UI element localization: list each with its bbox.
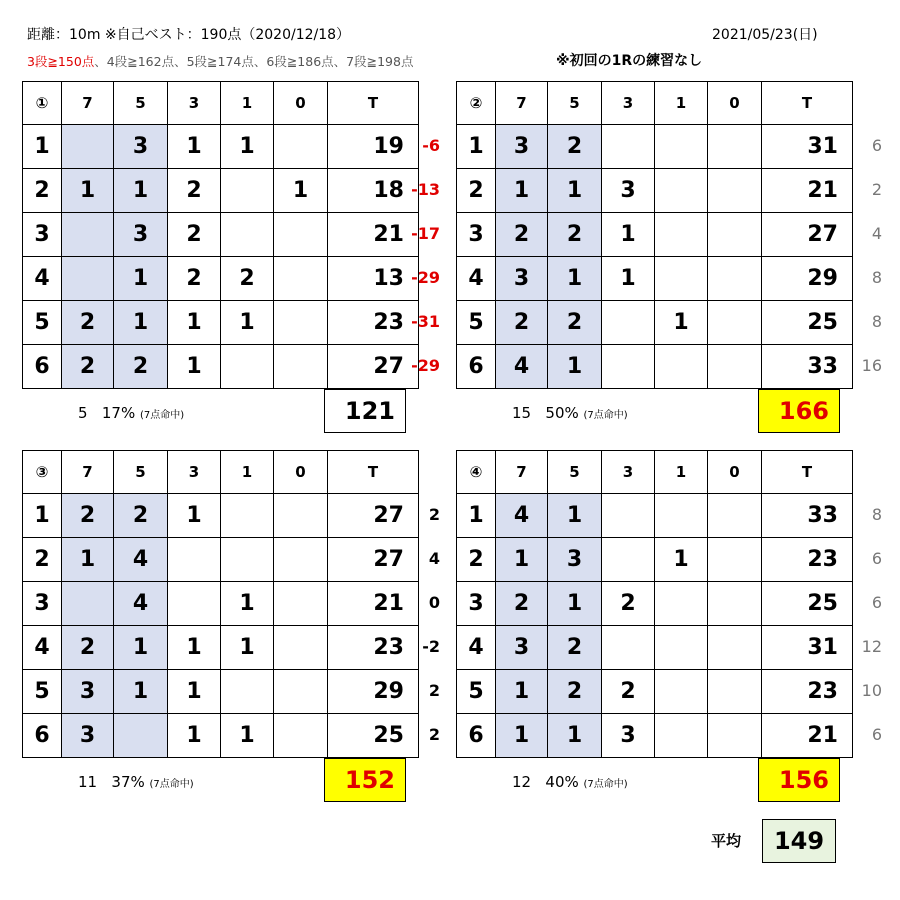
count-cell-3: 1	[168, 345, 221, 389]
count-cell-3: 1	[602, 257, 655, 301]
end-number: 4	[23, 257, 62, 301]
end-diff: -13	[411, 180, 440, 199]
end-diff: 4	[871, 224, 882, 243]
count-cell-0	[708, 582, 762, 626]
count-cell-5: 3	[114, 125, 168, 169]
count-cell-0	[274, 213, 328, 257]
end-number: 4	[457, 626, 496, 670]
end-row	[23, 494, 419, 538]
count-cell-1: 1	[655, 301, 708, 345]
count-cell-1	[655, 257, 708, 301]
column-header: 0	[708, 451, 762, 494]
end-diff: 2	[428, 681, 440, 700]
count-cell-5: 1	[114, 626, 168, 670]
end-number: 5	[23, 670, 62, 714]
end-diff: 0	[428, 593, 440, 612]
count-cell-3: 2	[168, 169, 221, 213]
count-cell-1	[221, 670, 274, 714]
count-cell-1	[655, 670, 708, 714]
count-cell-3	[602, 125, 655, 169]
count-cell-5: 1	[114, 257, 168, 301]
end-diff: 6	[871, 549, 882, 568]
column-header: 0	[274, 451, 328, 494]
count-cell-0: 1	[274, 169, 328, 213]
end-diff: 2	[871, 180, 882, 199]
end-total: 27	[328, 345, 419, 389]
hit-note: (7点命中)	[149, 779, 194, 790]
count-cell-1	[221, 494, 274, 538]
end-total: 23	[762, 670, 853, 714]
end-row	[23, 257, 419, 301]
column-header: 1	[221, 451, 274, 494]
hit-count: 5	[78, 404, 102, 422]
count-cell-7: 3	[496, 125, 548, 169]
end-total: 25	[762, 301, 853, 345]
count-cell-3: 3	[602, 714, 655, 758]
hit-percent: 50%	[545, 404, 584, 422]
count-cell-3: 3	[602, 169, 655, 213]
column-header: 5	[548, 451, 602, 494]
end-row	[23, 169, 419, 213]
count-cell-7: 2	[62, 301, 114, 345]
count-cell-7: 2	[496, 213, 548, 257]
count-cell-3	[602, 301, 655, 345]
count-cell-5: 1	[114, 670, 168, 714]
end-diff: -29	[411, 268, 440, 287]
round-summary	[512, 773, 628, 791]
count-cell-7: 3	[62, 670, 114, 714]
hit-percent: 40%	[545, 773, 584, 791]
end-diff: 6	[871, 136, 882, 155]
end-row	[457, 714, 853, 758]
hit-count: 11	[78, 773, 112, 791]
end-diff: -31	[411, 312, 440, 331]
count-cell-0	[274, 582, 328, 626]
count-cell-0	[274, 257, 328, 301]
end-diff: 6	[871, 593, 882, 612]
count-cell-7: 1	[496, 714, 548, 758]
end-row	[457, 257, 853, 301]
average-label: 平均	[711, 832, 742, 850]
count-cell-0	[708, 213, 762, 257]
end-row	[457, 345, 853, 389]
count-cell-3	[602, 494, 655, 538]
count-cell-3	[168, 582, 221, 626]
column-header: 7	[496, 451, 548, 494]
column-header: 5	[548, 82, 602, 125]
end-diff: 6	[871, 725, 882, 744]
count-cell-5: 1	[548, 257, 602, 301]
count-cell-1: 1	[221, 125, 274, 169]
end-total: 21	[328, 582, 419, 626]
end-diff: 2	[428, 505, 440, 524]
end-diff: -17	[411, 224, 440, 243]
count-cell-1: 1	[221, 626, 274, 670]
round-table-1	[22, 81, 419, 389]
count-cell-0	[274, 494, 328, 538]
hit-note: (7点命中)	[583, 410, 628, 421]
count-cell-5: 1	[548, 169, 602, 213]
round-table-2	[456, 81, 853, 389]
end-total: 31	[762, 125, 853, 169]
end-number: 1	[457, 125, 496, 169]
round-total: 121	[324, 389, 406, 433]
column-header: 1	[655, 451, 708, 494]
count-cell-0	[708, 670, 762, 714]
end-row	[23, 213, 419, 257]
column-header: 0	[708, 82, 762, 125]
end-diff: -29	[411, 356, 440, 375]
count-cell-7: 2	[62, 494, 114, 538]
count-cell-1: 1	[221, 714, 274, 758]
end-total: 27	[762, 213, 853, 257]
count-cell-0	[708, 494, 762, 538]
count-cell-5: 2	[548, 213, 602, 257]
end-total: 25	[762, 582, 853, 626]
column-header: 7	[62, 451, 114, 494]
count-cell-5: 2	[548, 670, 602, 714]
column-header: 0	[274, 82, 328, 125]
end-number: 2	[23, 169, 62, 213]
count-cell-0	[708, 257, 762, 301]
count-cell-5: 1	[114, 301, 168, 345]
end-total: 23	[328, 626, 419, 670]
count-cell-0	[708, 169, 762, 213]
count-cell-3	[602, 345, 655, 389]
end-row	[23, 582, 419, 626]
column-header: 5	[114, 451, 168, 494]
end-row	[23, 345, 419, 389]
end-diff: 2	[428, 725, 440, 744]
end-row	[23, 714, 419, 758]
count-cell-5: 4	[114, 582, 168, 626]
count-cell-7	[62, 257, 114, 301]
end-number: 1	[23, 125, 62, 169]
count-cell-3: 2	[602, 582, 655, 626]
end-total: 21	[762, 714, 853, 758]
end-total: 33	[762, 494, 853, 538]
column-header: 3	[168, 82, 221, 125]
end-total: 33	[762, 345, 853, 389]
column-header: T	[762, 82, 853, 125]
count-cell-5: 3	[548, 538, 602, 582]
end-number: 6	[23, 345, 62, 389]
column-header: 3	[168, 451, 221, 494]
count-cell-1	[655, 213, 708, 257]
count-cell-7: 2	[496, 582, 548, 626]
end-diff: 12	[861, 637, 882, 656]
count-cell-0	[274, 670, 328, 714]
column-header: T	[328, 82, 419, 125]
round-summary	[78, 404, 184, 422]
count-cell-5: 2	[114, 494, 168, 538]
end-row	[457, 125, 853, 169]
round-summary	[512, 404, 628, 422]
count-cell-1	[655, 626, 708, 670]
count-cell-7: 1	[62, 169, 114, 213]
column-header: 1	[655, 82, 708, 125]
count-cell-5: 1	[548, 582, 602, 626]
count-cell-1	[655, 169, 708, 213]
round-label: ④	[457, 451, 496, 494]
end-row	[457, 301, 853, 345]
end-row	[23, 626, 419, 670]
count-cell-1: 1	[221, 582, 274, 626]
end-number: 4	[457, 257, 496, 301]
count-cell-1	[221, 169, 274, 213]
count-cell-3	[602, 626, 655, 670]
count-cell-1	[221, 213, 274, 257]
end-number: 2	[457, 169, 496, 213]
end-number: 2	[23, 538, 62, 582]
count-cell-5: 1	[548, 345, 602, 389]
end-total: 18	[328, 169, 419, 213]
count-cell-1: 1	[655, 538, 708, 582]
end-row	[457, 169, 853, 213]
round-table-3	[22, 450, 419, 758]
count-cell-0	[274, 301, 328, 345]
end-diff: 8	[871, 505, 882, 524]
count-cell-5: 2	[548, 301, 602, 345]
count-cell-3: 2	[168, 213, 221, 257]
round-summary	[78, 773, 194, 791]
round-label: ①	[23, 82, 62, 125]
column-header: T	[762, 451, 853, 494]
count-cell-7: 2	[62, 345, 114, 389]
end-number: 5	[457, 670, 496, 714]
end-total: 21	[762, 169, 853, 213]
count-cell-0	[708, 301, 762, 345]
round-label: ②	[457, 82, 496, 125]
end-total: 27	[328, 538, 419, 582]
count-cell-7: 1	[496, 670, 548, 714]
rank-thresholds	[27, 52, 413, 70]
date-text: 2021/05/23(日)	[712, 27, 818, 43]
rank-threshold-rest: 、4段≧162点、5段≧174点、6段≧186点、7段≧198点	[94, 54, 414, 69]
end-total: 23	[762, 538, 853, 582]
end-number: 2	[457, 538, 496, 582]
column-header: 3	[602, 451, 655, 494]
end-total: 29	[762, 257, 853, 301]
count-cell-5: 2	[114, 345, 168, 389]
end-number: 3	[23, 582, 62, 626]
count-cell-0	[274, 714, 328, 758]
count-cell-1	[221, 538, 274, 582]
column-header: 3	[602, 82, 655, 125]
end-total: 25	[328, 714, 419, 758]
count-cell-7: 1	[496, 538, 548, 582]
end-total: 29	[328, 670, 419, 714]
end-diff: 8	[871, 268, 882, 287]
end-row	[457, 626, 853, 670]
count-cell-1	[655, 494, 708, 538]
round-total: 166	[758, 389, 840, 433]
end-row	[457, 582, 853, 626]
rank-threshold-red: 3段≧150点	[27, 54, 95, 69]
count-cell-7	[62, 582, 114, 626]
column-header: T	[328, 451, 419, 494]
end-diff: 8	[871, 312, 882, 331]
round-total: 156	[758, 758, 840, 802]
count-cell-1: 1	[221, 301, 274, 345]
average-value: 149	[762, 819, 836, 863]
end-diff: -2	[422, 637, 440, 656]
count-cell-1: 2	[221, 257, 274, 301]
hit-percent: 37%	[111, 773, 150, 791]
end-total: 19	[328, 125, 419, 169]
round-label: ③	[23, 451, 62, 494]
count-cell-3: 1	[168, 494, 221, 538]
hit-count: 12	[512, 773, 546, 791]
end-row	[23, 125, 419, 169]
count-cell-5: 3	[114, 213, 168, 257]
distance-best-text: 距離：10m ※自己ベスト：190点（2020/12/18）	[27, 27, 351, 43]
count-cell-3: 1	[602, 213, 655, 257]
count-cell-5: 2	[548, 626, 602, 670]
count-cell-7: 2	[496, 301, 548, 345]
count-cell-5: 1	[548, 714, 602, 758]
end-number: 5	[23, 301, 62, 345]
count-cell-5: 2	[548, 125, 602, 169]
column-header: 1	[221, 82, 274, 125]
hit-percent: 17%	[101, 404, 140, 422]
end-diff: 16	[861, 356, 882, 375]
count-cell-3: 2	[602, 670, 655, 714]
practice-note: ※初回の1Rの練習なし	[556, 53, 703, 69]
end-number: 6	[457, 714, 496, 758]
end-row	[457, 494, 853, 538]
count-cell-0	[274, 626, 328, 670]
count-cell-0	[708, 714, 762, 758]
count-cell-0	[274, 345, 328, 389]
column-header: 7	[496, 82, 548, 125]
count-cell-3	[602, 538, 655, 582]
count-cell-5: 1	[548, 494, 602, 538]
round-total: 152	[324, 758, 406, 802]
count-cell-3: 1	[168, 125, 221, 169]
end-number: 6	[457, 345, 496, 389]
count-cell-3	[168, 538, 221, 582]
end-number: 1	[23, 494, 62, 538]
count-cell-7: 4	[496, 494, 548, 538]
end-diff: -6	[422, 136, 440, 155]
count-cell-1	[655, 714, 708, 758]
end-diff: 4	[428, 549, 440, 568]
count-cell-3: 1	[168, 714, 221, 758]
count-cell-3: 1	[168, 626, 221, 670]
end-total: 27	[328, 494, 419, 538]
count-cell-7: 1	[62, 538, 114, 582]
hit-note: (7点命中)	[139, 410, 185, 421]
end-row	[457, 670, 853, 714]
count-cell-0	[708, 538, 762, 582]
count-cell-7: 2	[62, 626, 114, 670]
count-cell-3: 1	[168, 670, 221, 714]
count-cell-5	[114, 714, 168, 758]
count-cell-0	[708, 626, 762, 670]
end-row	[457, 538, 853, 582]
end-number: 4	[23, 626, 62, 670]
count-cell-3: 2	[168, 257, 221, 301]
end-total: 31	[762, 626, 853, 670]
count-cell-1	[655, 125, 708, 169]
count-cell-7: 3	[62, 714, 114, 758]
end-number: 3	[457, 582, 496, 626]
count-cell-0	[708, 125, 762, 169]
count-cell-7: 1	[496, 169, 548, 213]
end-row	[23, 301, 419, 345]
hit-count: 15	[512, 404, 546, 422]
count-cell-5: 1	[114, 169, 168, 213]
count-cell-7: 4	[496, 345, 548, 389]
count-cell-7	[62, 125, 114, 169]
end-number: 5	[457, 301, 496, 345]
end-row	[457, 213, 853, 257]
column-header: 7	[62, 82, 114, 125]
end-row	[23, 538, 419, 582]
count-cell-0	[274, 125, 328, 169]
count-cell-7: 3	[496, 626, 548, 670]
hit-note: (7点命中)	[583, 779, 628, 790]
end-number: 3	[23, 213, 62, 257]
end-total: 23	[328, 301, 419, 345]
end-diff: 10	[861, 681, 882, 700]
count-cell-1	[655, 345, 708, 389]
count-cell-7	[62, 213, 114, 257]
count-cell-5: 4	[114, 538, 168, 582]
count-cell-0	[708, 345, 762, 389]
count-cell-7: 3	[496, 257, 548, 301]
count-cell-3: 1	[168, 301, 221, 345]
end-total: 13	[328, 257, 419, 301]
end-row	[23, 670, 419, 714]
count-cell-1	[221, 345, 274, 389]
end-number: 1	[457, 494, 496, 538]
count-cell-0	[274, 538, 328, 582]
count-cell-1	[655, 582, 708, 626]
end-number: 6	[23, 714, 62, 758]
end-number: 3	[457, 213, 496, 257]
end-total: 21	[328, 213, 419, 257]
column-header: 5	[114, 82, 168, 125]
round-table-4	[456, 450, 853, 758]
